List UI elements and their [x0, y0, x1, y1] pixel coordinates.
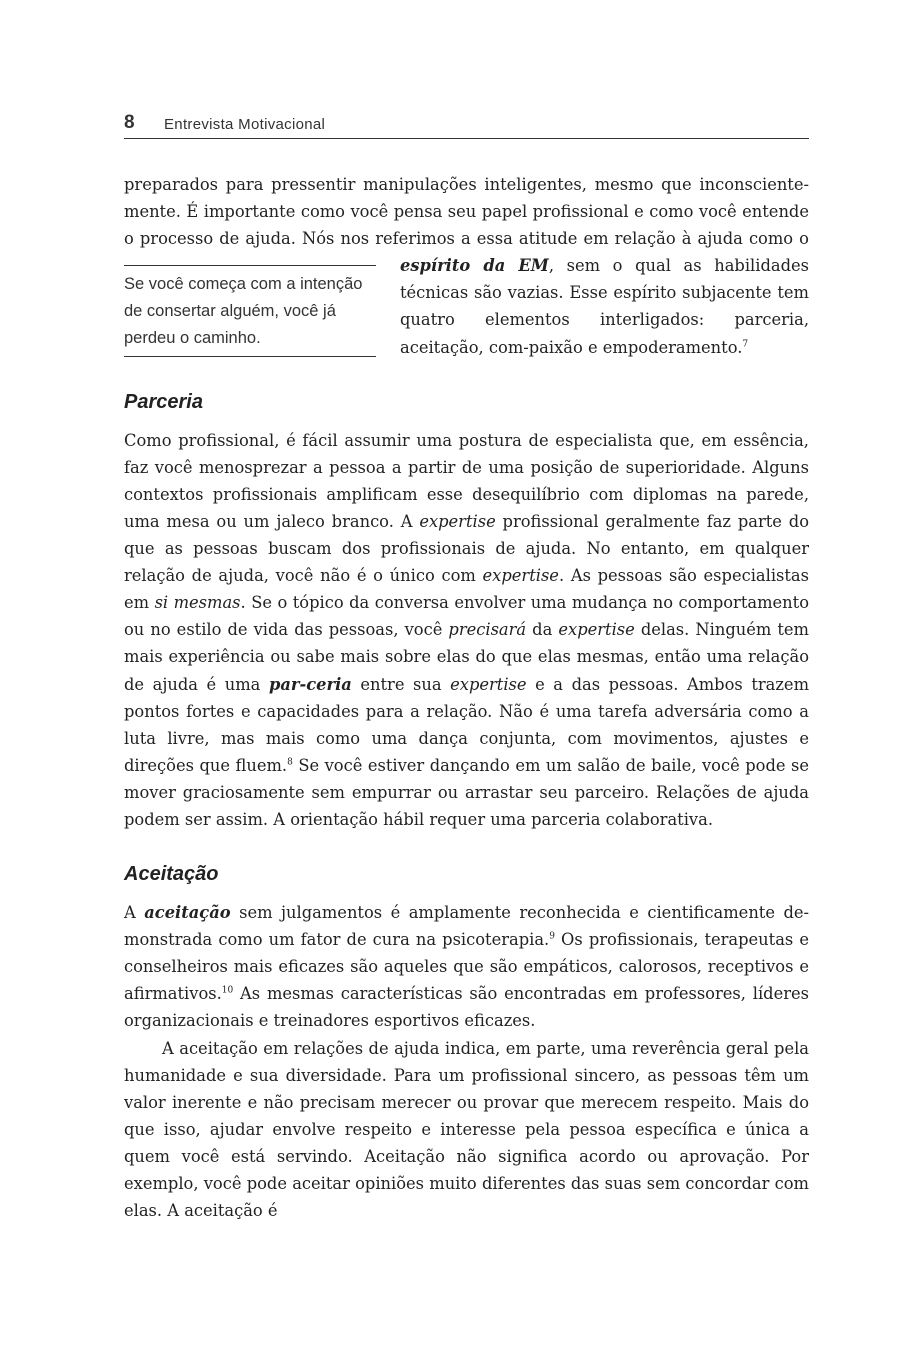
parceria-text: Como profissional, é fácil assumir uma postura de especialista que, em essência, faz você menosprezar a pessoa a partir de uma posição de superioridade. Alguns contextos profissionais amplificam esse desequilíbrio com diplomas na parede, uma mesa ou um jaleco branco. A	[124, 430, 809, 531]
aceitacao-paragraph-1	[124, 899, 809, 1034]
aceitacao-text: As mesmas características são encontradas em professores, líderes organizacionais e treinadores esportivos eficazes.	[124, 984, 809, 1031]
intro-text-2: , sem o qual as habilidades técnicas são vazias. Esse espírito subjacente tem quatro elementos interligados: parceria, aceitação, com-paixão e empoderamento.	[400, 256, 809, 357]
heading-parceria: Parceria	[124, 390, 203, 413]
pull-quote: Se você começa com a intenção de consertar alguém, você já perdeu o caminho.	[124, 265, 376, 357]
parceria-italic: expertise	[482, 566, 559, 586]
parceria-text: entre sua	[351, 674, 451, 694]
heading-aceitacao: Aceitação	[124, 863, 219, 886]
parceria-italic: expertise	[419, 511, 496, 531]
page-number: 8	[124, 112, 135, 133]
parceria-italic: si mesmas	[154, 593, 241, 613]
footnote-ref-10: 10	[221, 985, 234, 996]
parceria-italic: expertise	[450, 674, 527, 694]
intro-text-1: preparados para pressentir manipulações inteligentes, mesmo que inconsciente-mente. É importante como você pensa seu papel profissional e como você entende o processo de ajuda. Nós nos referimos a essa atitude em relação à ajuda como o	[124, 175, 809, 249]
parceria-term: par-ceria	[268, 674, 352, 694]
aceitacao-term: aceitação	[144, 903, 231, 923]
parceria-text: Se você estiver dançando em um salão de baile, você pode se mover graciosamente sem empurrar ou arrastar seu parceiro. Relações de ajuda podem ser assim. A orientação hábil requer uma parceria colaborativa.	[124, 755, 809, 829]
footnote-ref-8: 8	[287, 757, 293, 768]
aceitacao-text: A	[124, 903, 145, 923]
running-head: Entrevista Motivacional	[164, 116, 326, 133]
parceria-italic: expertise	[558, 620, 635, 640]
page-body	[124, 171, 809, 1224]
aceitacao-text: Os profissionais, terapeutas e conselheiros mais eficazes são aqueles que são empáticos, calorosos, receptivos e afirmativos.	[124, 930, 809, 1004]
parceria-text: delas. Ninguém tem mais experiência ou sabe mais sobre elas do que elas mesmas, então uma relação de ajuda é uma	[124, 620, 809, 694]
parceria-text: da	[526, 620, 559, 640]
intro-paragraph	[124, 171, 809, 361]
aceitacao-paragraph-2: A aceitação em relações de ajuda indica, em parte, uma reverência geral pela humanidade e sua diversidade. Para um profissional sincero, as pessoas têm um valor inerente e não precisam merecer ou provar que merecem respeito. Mais do que isso, ajudar envolve respeito e interesse pela pessoa específica e única a quem você está servindo. Aceitação não significa acordo ou aprovação. Por exemplo, você pode aceitar opiniões muito diferentes das suas sem concordar com elas. A aceitação é	[124, 1038, 809, 1221]
parceria-paragraph	[124, 427, 809, 833]
parceria-text: profissional geralmente faz parte do que as pessoas buscam dos profissionais de ajuda. No entanto, em qualquer relação de ajuda, você não é o único com	[124, 511, 809, 586]
parceria-text: . As pessoas são especialistas em	[124, 566, 809, 613]
parceria-text: e a das pessoas. Ambos trazem pontos fortes e capacidades para a relação. Não é uma tarefa adversária como a luta livre, mas mais como uma dança conjunta, com movimentos, ajustes e direções que fluem.	[124, 674, 810, 775]
page-header	[124, 112, 809, 139]
parceria-italic: precisará	[448, 620, 527, 640]
parceria-text: . Se o tópico da conversa envolver uma mudança no comportamento ou no estilo de vida das pessoas, você	[124, 593, 809, 640]
aceitacao-text: sem julgamentos é amplamente reconhecida e cientificamente de-monstrada como um fator de cura na psicoterapia.	[124, 903, 810, 950]
intro-term: espírito da EM	[400, 256, 549, 276]
footnote-ref-9: 9	[549, 931, 555, 942]
footnote-ref-7: 7	[742, 339, 749, 350]
